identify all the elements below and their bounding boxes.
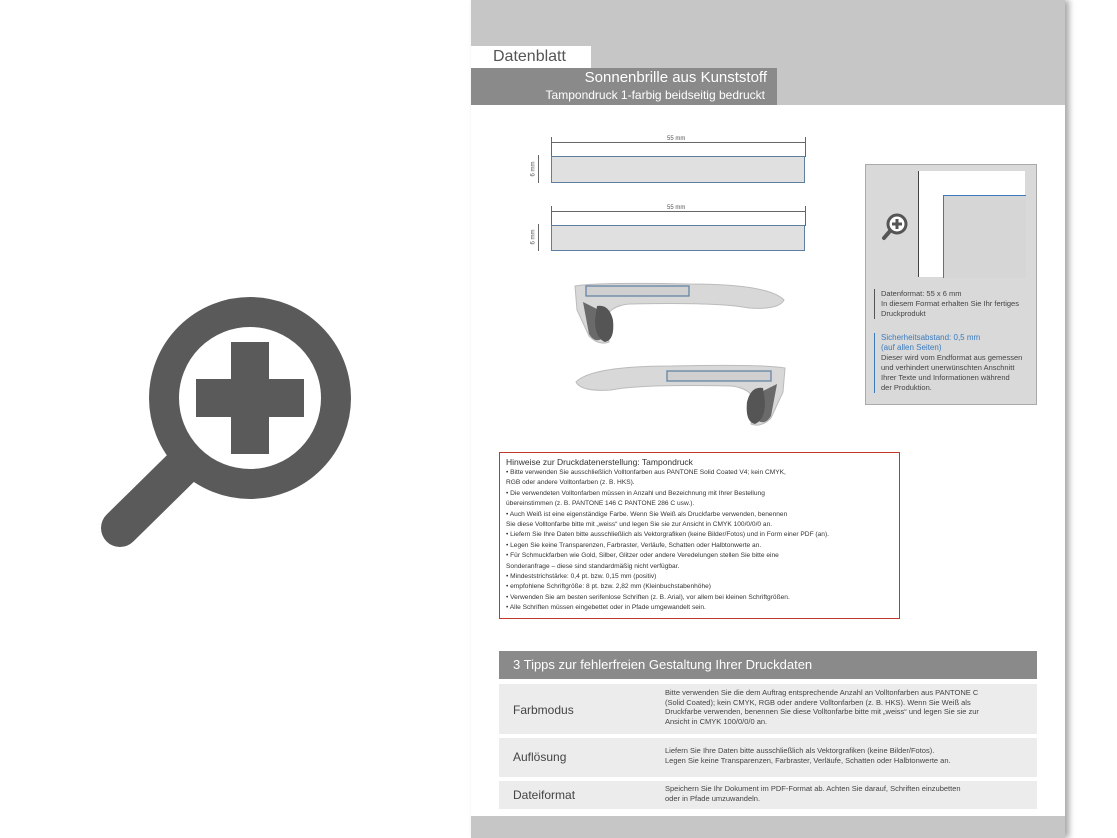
zoom-in-icon[interactable] xyxy=(100,290,360,550)
tips-heading: 3 Tipps zur fehlerfreien Gestaltung Ihrer Druckdaten xyxy=(499,651,1037,679)
dimension-tick xyxy=(551,206,552,226)
zoom-in-icon[interactable] xyxy=(880,211,910,241)
safety-line: Dieser wird vom Endformat aus gemessen xyxy=(881,353,1023,362)
height-dimension-line xyxy=(538,155,539,183)
list-item: • Für Schmuckfarben wie Gold, Silber, Glitzer oder andere Veredelungen stellen Sie bitte eine Sonderanfrage – diese sind standardmäßig nicht verfügbar. xyxy=(506,552,779,570)
height-label: 6 mm xyxy=(530,161,537,177)
list-item: • Bitte verwenden Sie ausschließlich Volltonfarben aus PANTONE Solid Coated V4; kein CMYK, RGB oder andere Volltonfarben (z. B. HKS). xyxy=(506,469,786,487)
title-bar xyxy=(471,68,777,105)
safety-title: (auf allen Seiten) xyxy=(881,343,942,352)
list-item: • Legen Sie keine Transparenzen, Farbraster, Verläufe, Schatten oder Halbtonwerte an. xyxy=(506,541,762,549)
print-area xyxy=(551,156,805,183)
height-label: 6 mm xyxy=(530,229,537,245)
product-title: Sonnenbrille aus Kunststoff xyxy=(584,69,767,86)
tip-row-aufloesung xyxy=(499,738,1037,777)
width-dimension-line xyxy=(551,211,805,212)
sunglasses-side-view-right xyxy=(571,362,791,432)
dimension-tick xyxy=(551,137,552,157)
width-dimension-line xyxy=(551,142,805,143)
format-line: Druckprodukt xyxy=(881,309,926,318)
tip-text: Bitte verwenden Sie die dem Auftrag entsprechende Anzahl an Volltonfarben aus PANTONE C (Solid Coated); kein CMYK, RGB oder andere Volltonfarben (z. B. HKS). Wenn Sie Weiß als Druckfarbe verwenden, benennen Sie diese Volltonfarbe bitte mit „weiss“ und legen Sie sie zur Ansicht in CMYK 100/0/0/0 an. xyxy=(665,688,979,726)
safety-title: Sicherheitsabstand: 0,5 mm xyxy=(881,333,981,342)
print-area xyxy=(551,225,805,251)
hints-list xyxy=(506,468,893,614)
safety-line: und verhindert unerwünschten Anschnitt xyxy=(881,363,1015,372)
height-dimension-line xyxy=(538,224,539,251)
format-preview xyxy=(918,171,1025,277)
safety-info xyxy=(874,333,1041,393)
safety-line: der Produktion. xyxy=(881,383,932,392)
sunglasses-side-view-left xyxy=(569,280,789,350)
format-info-box xyxy=(865,164,1037,405)
tip-label: Auflösung xyxy=(513,750,567,764)
tip-row-farbmodus xyxy=(499,684,1037,734)
tip-label: Farbmodus xyxy=(513,703,574,717)
dimension-tick xyxy=(805,206,806,226)
list-item: • Mindeststrichstärke: 0,4 pt. bzw. 0,15 mm (positiv) xyxy=(506,573,657,581)
list-item: • Auch Weiß ist eine eigenständige Farbe. Wenn Sie Weiß als Druckfarbe verwenden, benennen Sie diese Volltonfarbe bitte mit „weiss“ und legen Sie sie zur Ansicht in CMYK 100/0/0/0 an. xyxy=(506,510,788,529)
safety-line: Ihrer Texte und Informationen während xyxy=(881,373,1010,382)
print-hints-box xyxy=(499,452,900,619)
datasheet-page xyxy=(471,0,1065,838)
tip-text: Liefern Sie Ihre Daten bitte ausschließlich als Vektorgrafiken (keine Bilder/Fotos). Legen Sie keine Transparenzen, Farbraster, Verläufe, Schatten oder Halbtonwerte an. xyxy=(665,746,951,765)
list-item: • Alle Schriften müssen eingebettet oder in Pfade umgewandelt sein. xyxy=(506,604,706,612)
tip-row-dateiformat xyxy=(499,781,1037,809)
list-item: • Liefern Sie Ihre Daten bitte ausschließlich als Vektorgrafiken (keine Bilder/Fotos) und in Form einer PDF (an). xyxy=(506,531,829,539)
format-line: Datenformat: 55 x 6 mm xyxy=(881,289,962,298)
safety-margin-preview xyxy=(943,195,1026,278)
hints-title: Hinweise zur Druckdatenerstellung: Tampondruck xyxy=(506,457,693,467)
list-item: • empfohlene Schriftgröße: 8 pt. bzw. 2,82 mm (Kleinbuchstabenhöhe) xyxy=(506,583,711,591)
tip-text: Speichern Sie Ihr Dokument im PDF-Format ab. Achten Sie darauf, Schriften einzubetten oder in Pfade umzuwandeln. xyxy=(665,784,961,803)
list-item: • Verwenden Sie am besten serifenlose Schriften (z. B. Arial), vor allem bei kleinen Schriftgrößen. xyxy=(506,593,790,601)
datasheet-label: Datenblatt xyxy=(471,46,591,68)
format-info xyxy=(874,289,1041,319)
dimension-tick xyxy=(805,137,806,157)
list-item: • Die verwendeten Volltonfarben müssen in Anzahl und Bezeichnung mit Ihrer Bestellung übereinstimmen (z. B. PANTONE 146 C PANTONE 286 C usw.). xyxy=(506,489,765,508)
tip-label: Dateiformat xyxy=(513,788,576,802)
product-subtitle: Tampondruck 1-farbig beidseitig bedruckt xyxy=(545,88,765,102)
width-label: 55 mm xyxy=(667,136,686,142)
format-line: In diesem Format erhalten Sie Ihr fertiges xyxy=(881,299,1019,308)
width-label: 55 mm xyxy=(667,205,686,211)
footer-band xyxy=(471,816,1065,838)
